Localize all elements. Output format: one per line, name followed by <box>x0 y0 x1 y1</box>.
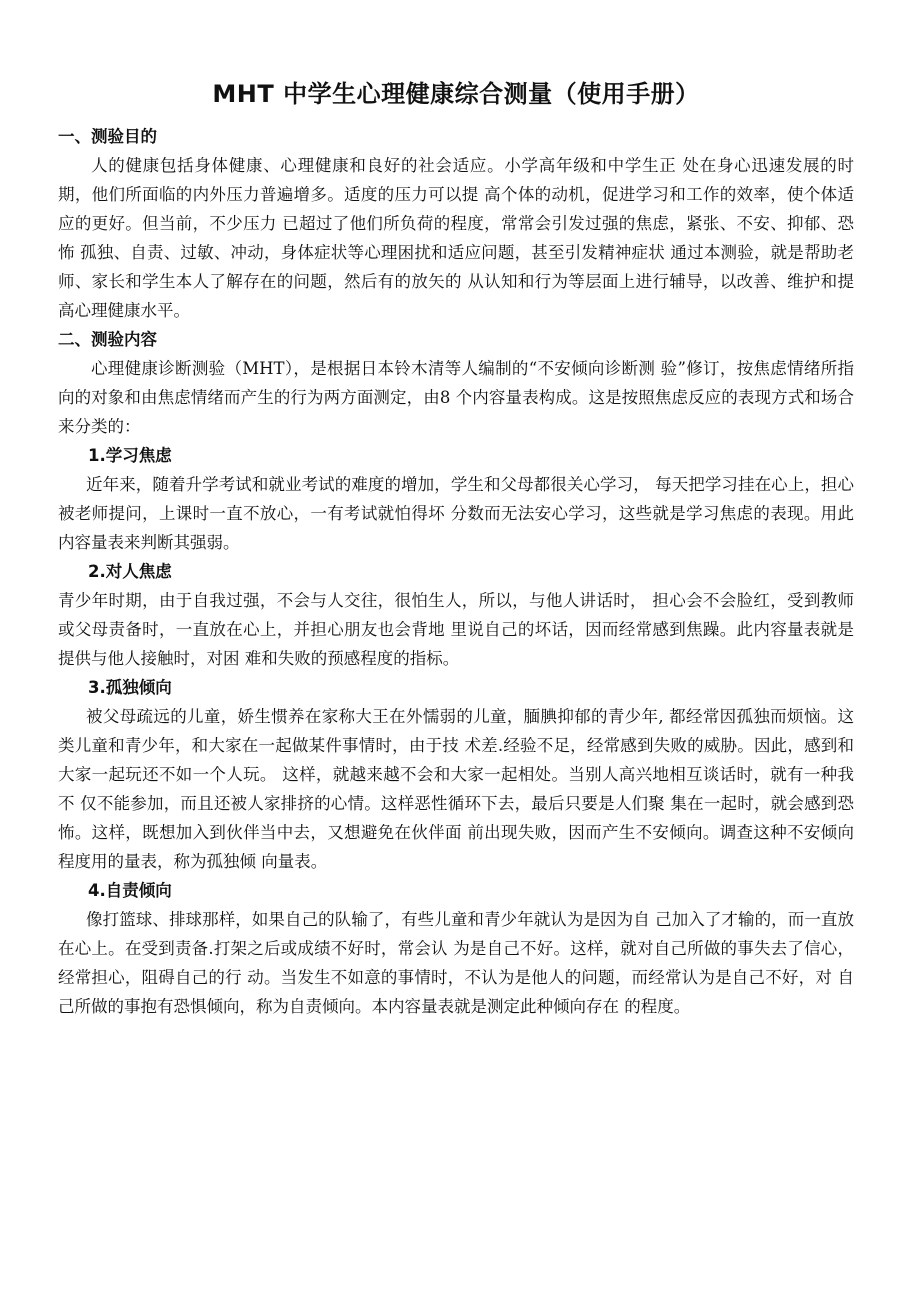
document-page <box>58 76 854 1021</box>
section-heading-purpose: 一、测验目的 <box>58 127 157 146</box>
subsection-heading-social-anxiety: 2.对人焦虑 <box>88 562 172 581</box>
subsection-paragraph-learning-anxiety: 近年来，随着升学考试和就业考试的难度的增加，学生和父母都很关心学习， 每天把学习挂在心上，担心被老师提问，上课时一直不放心，一有考试就怕得坏 分数而无法安心学习，这些就是学习焦虑的表现。用此内容量表来判断其强弱。 <box>58 475 854 552</box>
section-heading-content: 二、测验内容 <box>58 330 157 349</box>
subsection-heading-self-blame: 4.自责倾向 <box>88 881 172 900</box>
subsection-heading-learning-anxiety: 1.学习焦虑 <box>88 446 172 465</box>
subsection-paragraph-self-blame: 像打篮球、排球那样，如果自己的队输了，有些儿童和青少年就认为是因为自 己加入了才输的，而一直放在心上。在受到责备.打架之后或成绩不好时，常会认 为是自己不好。这样，就对自己所做的事失去了信心，经常担心，阻碍自己的行 动。当发生不如意的事情时，不认为是他人的问题，而经常认为是自己不好，对 自己所做的事抱有恐惧倾向，称为自责倾向。本内容量表就是测定此种倾向存在 的程度。 <box>58 910 854 1016</box>
subsection-heading-loneliness: 3.孤独倾向 <box>88 678 172 697</box>
section-paragraph-purpose: 人的健康包括身体健康、心理健康和良好的社会适应。小学高年级和中学生正 处在身心迅速发展的时期，他们所面临的内外压力普遍增多。适度的压力可以提 高个体的动机，促进学习和工作的效率，使个体适应的更好。但当前，不少压力 已超过了他们所负荷的程度，常常会引发过强的焦虑，紧张、不安、抑郁、恐怖 孤独、自责、过敏、冲动，身体症状等心理困扰和适应问题，甚至引发精神症状 通过本测验，就是帮助老师、家长和学生本人了解存在的问题，然后有的放矢的 从认知和行为等层面上进行辅导，以改善、维护和提高心理健康水平。 <box>58 156 854 320</box>
document-title: MHT 中学生心理健康综合测量（使用手册） <box>212 80 700 108</box>
section-paragraph-content: 心理健康诊断测验（MHT），是根据日本铃木清等人编制的“不安倾向诊断测 验”修订，按焦虑情绪所指向的对象和由焦虑情绪而产生的行为两方面测定，由8 个内容量表构成。这是按照焦虑反应的表现方式和场合来分类的： <box>58 359 854 436</box>
subsection-paragraph-social-anxiety: 青少年时期，由于自我过强，不会与人交往，很怕生人，所以，与他人讲话时， 担心会不会脸红，受到教师或父母责备时，一直放在心上，并担心朋友也会背地 里说自己的坏话，因而经常感到焦躁。此内容量表就是提供与他人接触时，对困 难和失败的预感程度的指标。 <box>58 591 854 668</box>
subsection-paragraph-loneliness: 被父母疏远的儿童，娇生惯养在家称大王在外懦弱的儿童，腼腆抑郁的青少年, 都经常因孤独而烦恼。这类儿童和青少年，和大家在一起做某件事情时，由于技 术差.经验不足，经常感到失败的威胁。因此，感到和大家一起玩还不如一个人玩。 这样，就越来越不会和大家一起相处。当别人高兴地相互谈话时，就有一种我不 仅不能参加，而且还被人家排挤的心情。这样恶性循环下去，最后只要是人们聚 集在一起时，就会感到恐怖。这样，既想加入到伙伴当中去，又想避免在伙伴面 前出现失败，因而产生不安倾向。调查这种不安倾向程度用的量表，称为孤独倾 向量表。 <box>58 707 854 871</box>
